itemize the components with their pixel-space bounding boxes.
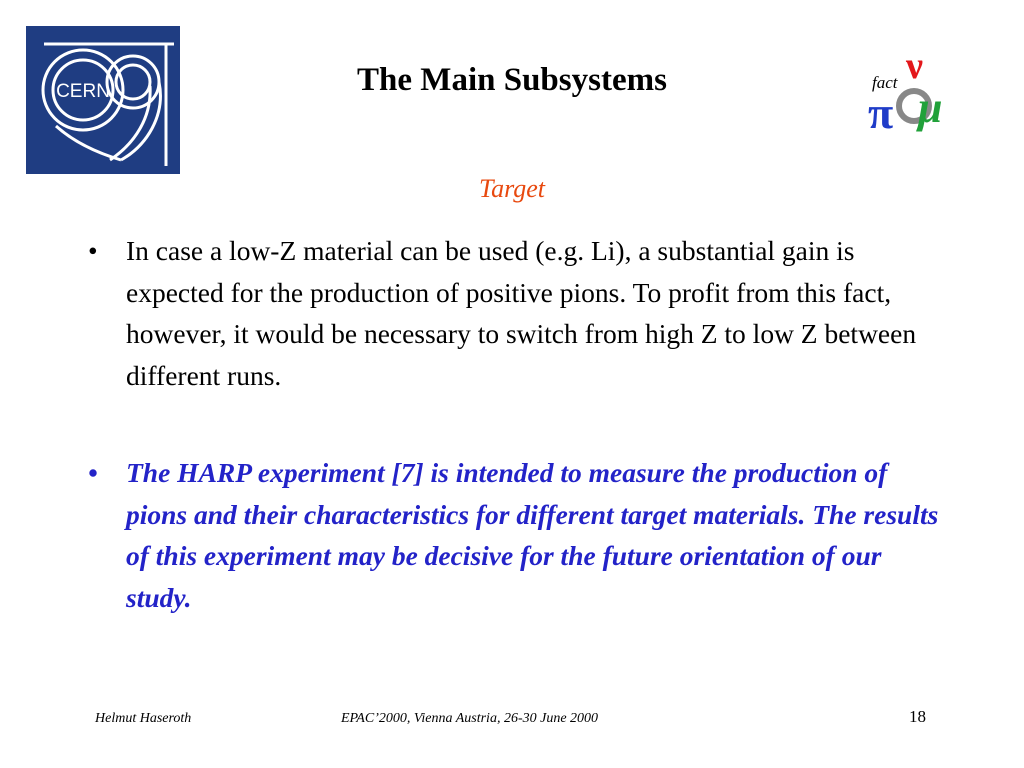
footer-event: EPAC’2000, Vienna Austria, 26-30 June 2000 [341, 711, 599, 726]
bullet-text: In case a low-Z material can be used (e.g. Li), a substantial gain is expected for the production of positive pions. To profit from this fact, however, it would be necessary to switch from high Z to low Z between different runs. [126, 235, 917, 391]
bullet-text: The HARP experiment [7] is intended to measure the production of pions and their characteristics for different target materials. The results of this experiment may be decisive for the future orientation of our study. [126, 457, 939, 613]
bullet-marker: • [88, 457, 98, 488]
bullet-marker: • [88, 235, 98, 266]
footer-author: Helmut Haseroth [95, 711, 192, 726]
svg-text:μ: μ [918, 83, 943, 132]
cern-logo-text: CERN [56, 81, 110, 102]
cern-logo-icon [26, 26, 180, 174]
slide-subtitle: Target [479, 174, 545, 203]
nufact-logo-text: fact [872, 73, 898, 92]
svg-text:π: π [868, 87, 894, 132]
svg-text:ν: ν [906, 48, 923, 87]
page-number: 18 [909, 707, 926, 726]
slide-title: The Main Subsystems [357, 62, 667, 98]
